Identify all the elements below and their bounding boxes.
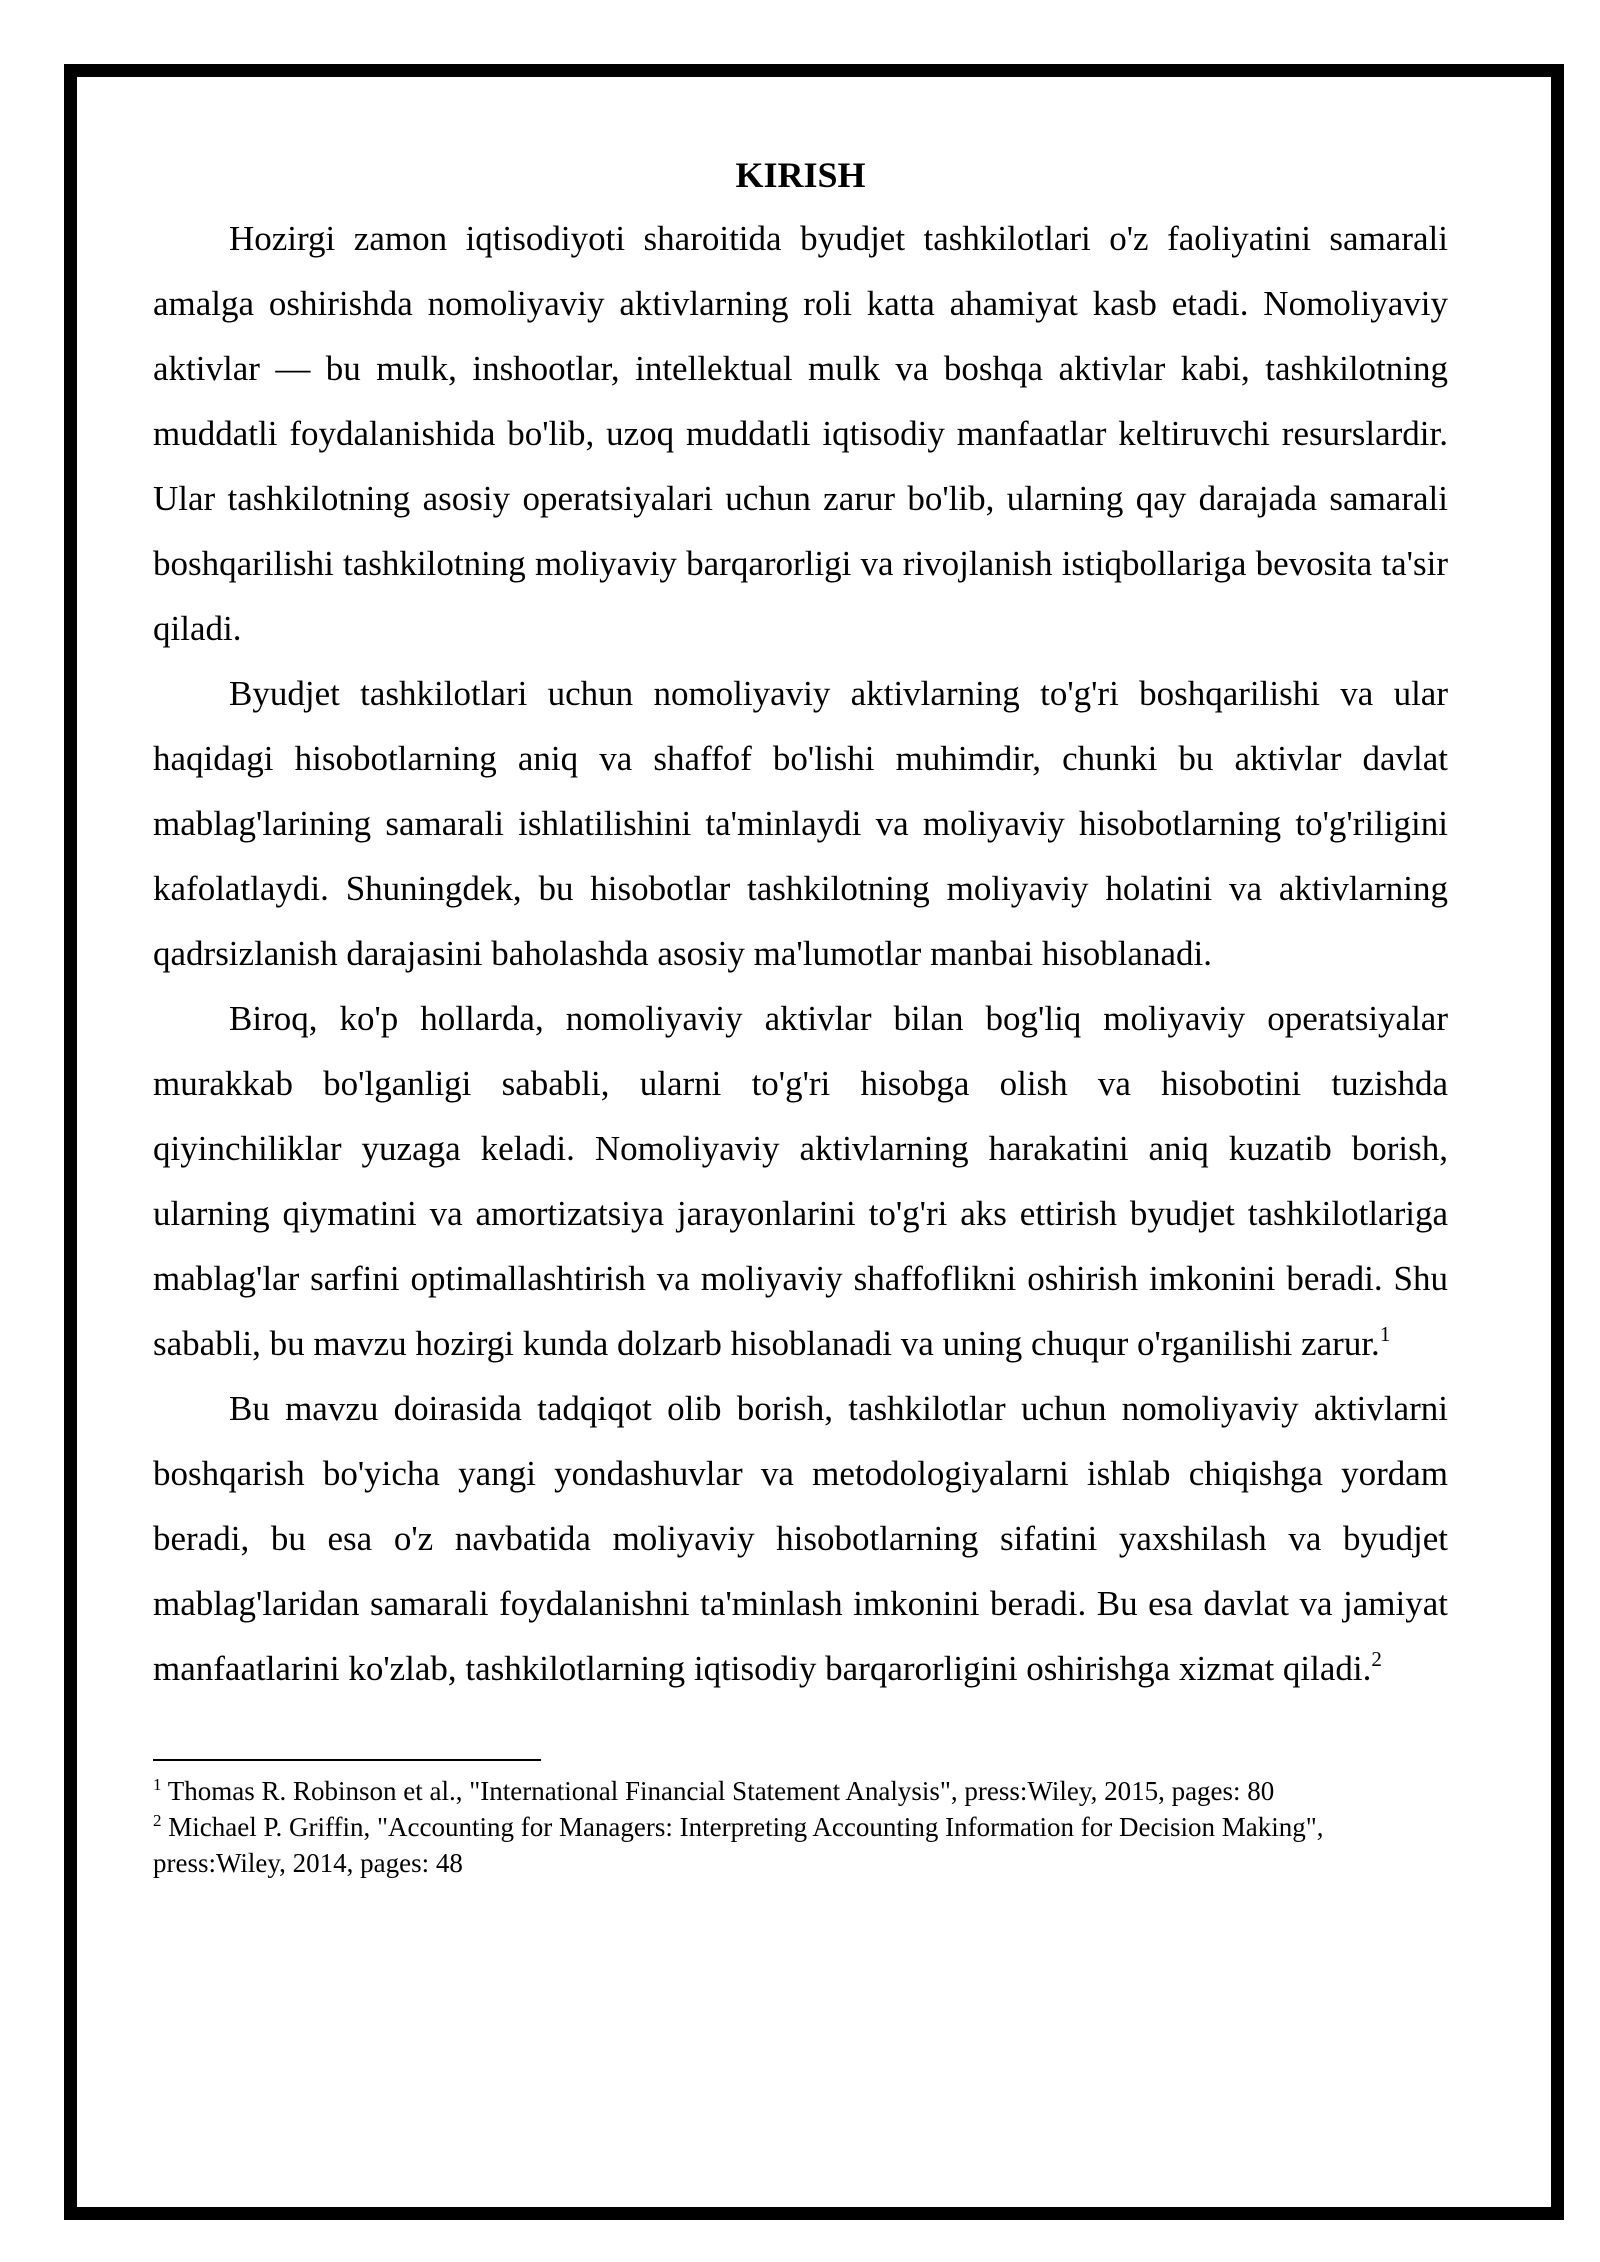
- paragraph-3: [153, 986, 1448, 1376]
- paragraph-4: [153, 1376, 1448, 1701]
- paragraph-text: Hozirgi zamon iqtisodiyoti sharoitida byudjet tashkilotlari o'z faoliyatini samarali amalga oshirishda nomoliyaviy aktivlarning roli katta ahamiyat kasb etadi. Nomoliyaviy aktivlar — bu mulk, inshootlar, intellektual mulk va boshqa aktivlar kabi, tashkilotning muddatli foydalanishida bo'lib, uzoq muddatli iqtisodiy manfaatlar keltiruvchi resurslardir. Ular tashkilotning asosiy operatsiyalari uchun zarur bo'lib, ularning qay darajada samarali boshqarilishi tashkilotning moliyaviy barqarorligi va rivojlanish istiqbollariga bevosita ta'sir qiladi.: [153, 219, 1448, 648]
- footnote-ref-2[interactable]: 2: [1371, 1647, 1382, 1671]
- footnote-number: 1: [153, 1775, 162, 1794]
- footnote-text: Thomas R. Robinson et al., "International Financial Statement Analysis", press:Wiley, 2015, pages: 80: [167, 1776, 1275, 1806]
- footnote-number: 2: [153, 1811, 162, 1830]
- paragraph-1: [153, 206, 1448, 661]
- footnote-separator: [153, 1759, 541, 1761]
- document-body: [153, 150, 1448, 1881]
- paragraph-2: [153, 661, 1448, 986]
- paragraph-text: Biroq, ko'p hollarda, nomoliyaviy aktivlar bilan bog'liq moliyaviy operatsiyalar murakkab bo'lganligi sababli, ularni to'g'ri hisobga olish va hisobotini tuzishda qiyinchiliklar yuzaga keladi. Nomoliyaviy aktivlarning harakatini aniq kuzatib borish, ularning qiymatini va amortizatsiya jarayonlarini to'g'ri aks ettirish byudjet tashkilotlariga mablag'lar sarfini optimallashtirish va moliyaviy shaffoflikni oshirish imkonini beradi. Shu sababli, bu mavzu hozirgi kunda dolzarb hisoblanadi va uning chuqur o'rganilishi zarur.: [153, 999, 1448, 1363]
- page-title: KIRISH: [735, 155, 866, 195]
- footnote-text: Michael P. Griffin, "Accounting for Managers: Interpreting Accounting Information for Decision Making", press:Wiley, 2014, pages: 48: [153, 1812, 1324, 1878]
- paragraph-text: Bu mavzu doirasida tadqiqot olib borish, tashkilotlar uchun nomoliyaviy aktivlarni boshqarish bo'yicha yangi yondashuvlar va metodologiyalarni ishlab chiqishga yordam beradi, bu esa o'z navbatida moliyaviy hisobotlarning sifatini yaxshilash va byudjet mablag'laridan samarali foydalanishni ta'minlash imkonini beradi. Bu esa davlat va jamiyat manfaatlarini ko'zlab, tashkilotlarning iqtisodiy barqarorligini oshirishga xizmat qiladi.: [153, 1389, 1448, 1688]
- footnote-2: [153, 1809, 1448, 1881]
- footnote-ref-1[interactable]: 1: [1379, 1322, 1391, 1346]
- footnote-1: [153, 1773, 1448, 1809]
- paragraph-text: Byudjet tashkilotlari uchun nomoliyaviy aktivlarning to'g'ri boshqarilishi va ular haqidagi hisobotlarning aniq va shaffof bo'lishi muhimdir, chunki bu aktivlar davlat mablag'larining samarali ishlatilishini ta'minlaydi va moliyaviy hisobotlarning to'g'riligini kafolatlaydi. Shuningdek, bu hisobotlar tashkilotning moliyaviy holatini va aktivlarning qadrsizlanish darajasini baholashda asosiy ma'lumotlar manbai hisoblanadi.: [153, 674, 1448, 973]
